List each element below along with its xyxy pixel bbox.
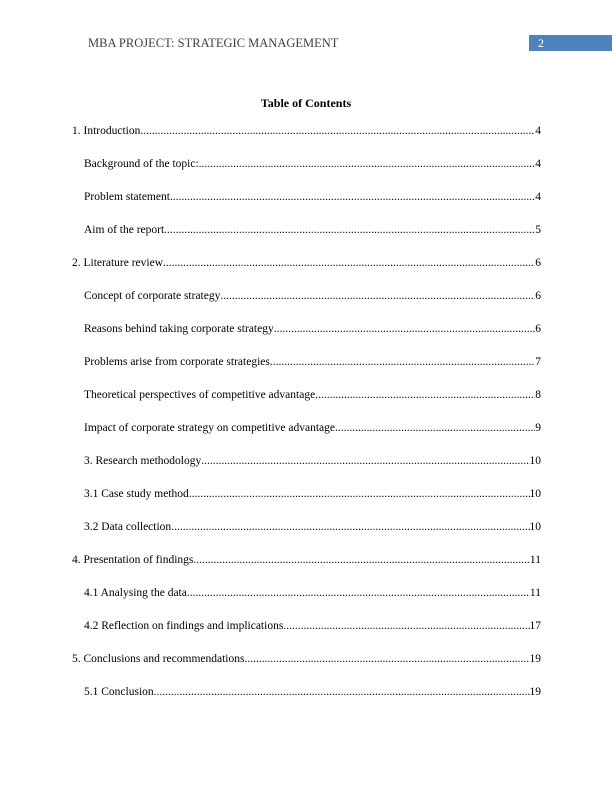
toc-dot-leader (201, 454, 529, 468)
toc-dot-leader (220, 289, 535, 303)
toc-entry-page-number: 10 (529, 455, 541, 467)
toc-entry-title: Impact of corporate strategy on competitive advantage (84, 422, 335, 434)
toc-entry-title: Background of the topic: (84, 158, 199, 170)
toc-entry-page-number: 10 (529, 521, 541, 533)
toc-entry-title: 5.1 Conclusion (84, 686, 154, 698)
toc-entry[interactable] (84, 157, 541, 171)
toc-entry-title: Theoretical perspectives of competitive advantage (84, 389, 316, 401)
toc-dot-leader (170, 190, 535, 204)
toc-entry-title: 2. Literature review (72, 257, 163, 269)
toc-entry-title: 4. Presentation of findings (72, 554, 194, 566)
toc-entry[interactable] (84, 223, 541, 237)
toc-dot-leader (199, 157, 536, 171)
toc-entry[interactable] (84, 487, 541, 501)
toc-entry[interactable] (84, 685, 541, 699)
toc-entry-page-number: 6 (535, 290, 541, 302)
toc-entry[interactable] (72, 652, 541, 666)
toc-entry[interactable] (84, 520, 541, 534)
toc-entry-title: Problem statement (84, 191, 170, 203)
toc-dot-leader (270, 355, 535, 369)
toc-dot-leader (244, 652, 529, 666)
toc-dot-leader (335, 421, 535, 435)
toc-entry[interactable] (84, 190, 541, 204)
toc-entry-title: Problems arise from corporate strategies (84, 356, 270, 368)
toc-entry[interactable] (84, 586, 541, 600)
toc-entry[interactable] (84, 289, 541, 303)
toc-entry-page-number: 8 (535, 389, 541, 401)
toc-entry[interactable] (72, 256, 541, 270)
toc-dot-leader (274, 322, 536, 336)
toc-entry[interactable] (72, 124, 541, 138)
page-number: 2 (538, 36, 544, 50)
toc-entry-page-number: 11 (529, 554, 541, 566)
toc-entry-page-number: 7 (535, 356, 541, 368)
toc-dot-leader (315, 388, 535, 402)
toc-entry-page-number: 6 (535, 257, 541, 269)
toc-entry-title: Aim of the report (84, 224, 165, 236)
toc-entry-title: Concept of corporate strategy (84, 290, 221, 302)
toc-dot-leader (193, 553, 530, 567)
toc-entry-page-number: 4 (535, 125, 541, 137)
toc-heading: Table of Contents (260, 96, 352, 110)
toc-entry[interactable] (84, 355, 541, 369)
toc-dot-leader (189, 487, 530, 501)
toc-entry-title: 3.1 Case study method (84, 488, 189, 500)
toc-entry-page-number: 4 (535, 191, 541, 203)
toc-entry-title: 4.1 Analysing the data (84, 587, 187, 599)
toc-dot-leader (140, 124, 535, 138)
toc-entry-page-number: 4 (535, 158, 541, 170)
toc-entry-page-number: 19 (529, 653, 541, 665)
toc-entry-page-number: 9 (535, 422, 541, 434)
toc-entry-title: 3.2 Data collection (84, 521, 172, 533)
toc-entry-title: Reasons behind taking corporate strategy (84, 323, 274, 335)
toc-dot-leader (154, 685, 530, 699)
toc-dot-leader (283, 619, 529, 633)
toc-entry-title: 1. Introduction (72, 125, 141, 137)
toc-entry-title: 5. Conclusions and recommendations (72, 653, 245, 665)
running-header-title: MBA PROJECT: STRATEGIC MANAGEMENT (88, 36, 339, 50)
toc-entry-page-number: 6 (535, 323, 541, 335)
toc-entry-page-number: 17 (529, 620, 541, 632)
page-number-badge (529, 35, 612, 51)
toc-entry[interactable] (84, 421, 541, 435)
toc-dot-leader (187, 586, 530, 600)
toc-entry[interactable] (84, 388, 541, 402)
toc-entry[interactable] (72, 553, 541, 567)
toc-entry-title: 4.2 Reflection on findings and implications (84, 620, 284, 632)
toc-dot-leader (163, 256, 535, 270)
toc-entry-page-number: 10 (529, 488, 541, 500)
toc-entry-title: 3. Research methodology (84, 455, 202, 467)
toc-entry-page-number: 11 (529, 587, 541, 599)
toc-dot-leader (171, 520, 529, 534)
toc-entry[interactable] (84, 454, 541, 468)
toc-entry-page-number: 19 (529, 686, 541, 698)
toc-entry[interactable] (84, 619, 541, 633)
toc-entry[interactable] (84, 322, 541, 336)
toc-dot-leader (164, 223, 535, 237)
toc-entry-page-number: 5 (535, 224, 541, 236)
